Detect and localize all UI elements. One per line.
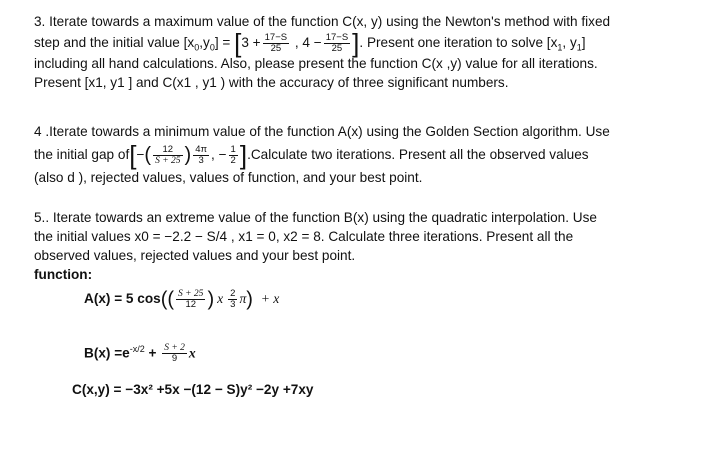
function-a-den: 12 <box>185 298 197 310</box>
q4-gap-minus: − <box>136 147 145 162</box>
function-a-f-den: 3 <box>230 298 236 310</box>
q5-line-2: the initial values x0 = −2.2 − S/4 , x1 = 0, x2 = 8. Calculate three iterations. Present all the <box>34 229 574 244</box>
q4-line-1: 4 .Iterate towards a minimum value of the function A(x) using the Golden Section algorithm. Use <box>34 124 610 139</box>
q3-term2-num: 17−S <box>325 31 349 43</box>
q3-term1-fraction <box>263 33 289 54</box>
q3-line-3: including all hand calculations. Also, please present the function C(x ,y) value for all iterations. <box>34 56 598 71</box>
q5-line-3: observed values, rejected values and your best point. <box>34 248 356 263</box>
question-4 <box>34 122 684 187</box>
q3-sub-x1: 1 <box>557 42 563 53</box>
q4-frac-3-num: 1 <box>230 143 236 155</box>
function-a <box>84 282 279 316</box>
function-a-f-num: 2 <box>230 287 236 299</box>
q3-line-2-post-end: ] <box>581 35 586 50</box>
q5-line-4: function: <box>34 267 93 282</box>
function-b-label: B(x) =e <box>84 345 130 361</box>
q3-bracket-open: [ <box>234 27 242 58</box>
function-b-frac <box>162 343 187 364</box>
q4-line-2 <box>34 141 684 168</box>
function-b-num: S + 2 <box>164 343 185 354</box>
function-a-frac <box>176 289 205 310</box>
q4-gap-close: ] <box>239 139 248 170</box>
function-b-plus: + <box>144 345 161 361</box>
q4-line-2-post: .Calculate two iterations. Present all the observed values <box>247 147 589 162</box>
q3-line-2-pre: step and the initial value [x <box>34 35 195 50</box>
q3-sub-y0: 0 <box>209 42 215 53</box>
q4-paren-close: ) <box>184 143 192 166</box>
q4-gap-comma: , − <box>211 147 227 162</box>
q3-bracket-close: ] <box>352 27 360 58</box>
q3-line-4: Present [x1, y1 ] and C(x1 , y1 ) with the accuracy of three significant numbers. <box>34 75 509 90</box>
function-a-x: x <box>217 291 224 306</box>
q3-term1-den: 25 <box>270 42 282 54</box>
q3-comma: , <box>291 35 303 50</box>
function-a-paren-inner-close: ) <box>207 288 215 311</box>
question-5 <box>34 208 684 284</box>
function-a-frac-2 <box>228 289 237 310</box>
function-b <box>84 334 196 364</box>
function-a-tail: + x <box>260 291 280 306</box>
q4-line-3: (also d ), rejected values, values of function, and your best point. <box>34 170 423 185</box>
function-b-den: 9 <box>171 353 178 365</box>
function-a-label: A(x) = 5 cos <box>84 291 161 306</box>
q4-frac-2-den: 3 <box>198 154 204 166</box>
q4-gap-open: [ <box>129 139 137 170</box>
q3-term1-pre: 3 + <box>241 35 261 50</box>
q4-frac-1-num: 12 <box>153 145 182 156</box>
q3-term2-den: 25 <box>331 42 343 54</box>
q3-term1-num: 17−S <box>264 31 288 43</box>
q3-line-2-post: . Present one iteration to solve [x <box>359 35 558 50</box>
q3-line-2-mid: ,y <box>199 35 210 50</box>
q3-term2-pre: 4 − <box>302 35 322 50</box>
q4-frac-2-num: 4π <box>195 143 208 155</box>
q4-frac-3-den: 2 <box>230 154 236 166</box>
function-definitions <box>34 282 684 412</box>
q4-frac-1 <box>153 145 182 166</box>
q3-line-2-post-mid: , y <box>562 35 577 50</box>
function-a-num: S + 25 <box>178 288 204 299</box>
function-c: C(x,y) = −3x² +5x −(12 − S)y² −2y +7xy <box>72 382 314 397</box>
q3-line-1: 3. Iterate towards a maximum value of the function C(x, y) using the Newton's method with fixed <box>34 14 611 29</box>
q4-frac-2 <box>193 145 209 166</box>
q4-line-2-pre: the initial gap of <box>34 147 130 162</box>
function-a-pi: π <box>239 291 247 306</box>
q4-frac-3 <box>229 145 238 166</box>
question-3 <box>34 12 684 92</box>
function-a-paren-close: ) <box>246 288 253 311</box>
q5-line-1: 5.. Iterate towards an extreme value of the function B(x) using the quadratic interpolation. Use <box>34 210 597 225</box>
q3-line-2-eq: ] = <box>214 35 235 50</box>
q4-paren-open: ( <box>144 143 152 166</box>
function-b-exp: -x/2 <box>129 344 145 354</box>
function-a-paren-open: (( <box>160 288 175 311</box>
q3-sub-y1: 1 <box>576 42 582 53</box>
function-b-x: x <box>188 345 196 361</box>
q3-line-2 <box>34 27 684 58</box>
q3-sub-x0: 0 <box>194 42 200 53</box>
q3-term2-fraction <box>324 33 350 54</box>
q4-frac-1-den: S + 25 <box>155 155 181 166</box>
